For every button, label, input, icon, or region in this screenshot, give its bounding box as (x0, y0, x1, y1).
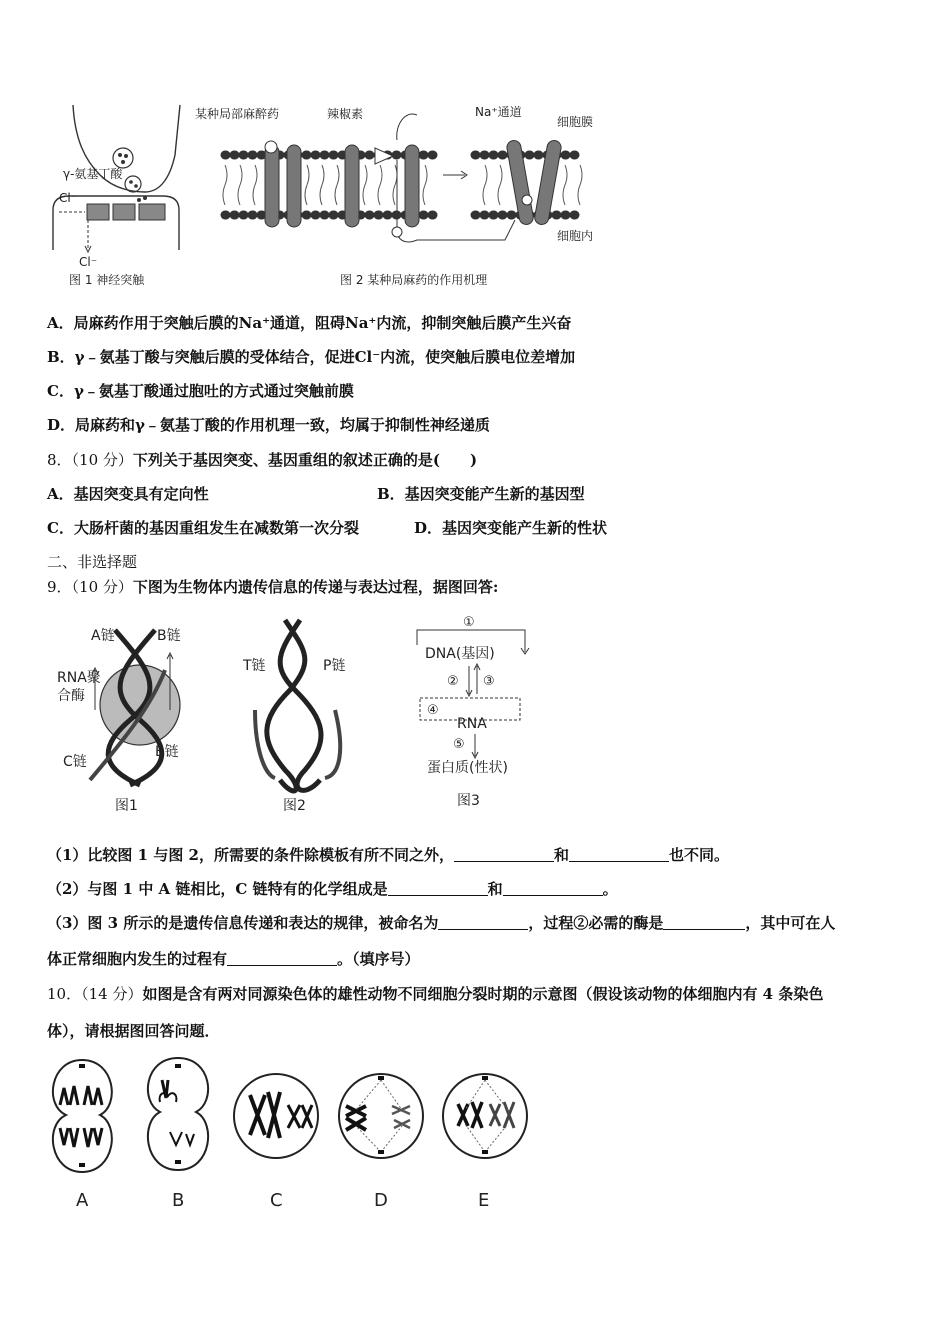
q9-fig1-caption: 图1 (115, 798, 138, 814)
q9-fig3-caption: 图3 (457, 793, 480, 809)
fig1-gaba-label: γ-氨基丁酸 (63, 167, 123, 181)
q9-fig1-a-chain: A链 (91, 628, 115, 644)
q9-sub3-text-b: ，过程②必需的酶是 (528, 914, 664, 932)
q9-sub3-text-c: ，其中可在人 (745, 914, 836, 932)
q8-option-c: C．大肠杆菌的基因重组发生在减数第一次分裂 (47, 519, 359, 537)
q9-sub3-blank-1[interactable] (438, 915, 528, 930)
q9-sub2-blank-2[interactable] (503, 881, 603, 896)
figure-transcription (55, 610, 545, 820)
cell-b (148, 1058, 208, 1211)
q8-stem-line (47, 449, 477, 470)
fig2-membrane-label: 细胞膜 (557, 115, 594, 129)
fig1-caption: 图 1 神经突触 (69, 273, 145, 287)
cell-label-e: E (478, 1190, 490, 1211)
q10-score: （14 分） (81, 985, 143, 1003)
q9-fig3-n1: ① (463, 615, 475, 630)
q9-sub1-blank-2[interactable] (569, 847, 669, 862)
section-title: 二、非选择题 (47, 553, 138, 571)
fig2-caption: 图 2 某种局麻药的作用机理 (340, 273, 488, 287)
q9-sub1-text-b: 和 (553, 846, 569, 864)
q9-fig3-rna: RNA (457, 716, 487, 732)
q9-sub1 (47, 844, 729, 865)
transcription-diagram (57, 628, 181, 814)
q10-stem-line1 (47, 983, 823, 1004)
synapse-diagram (53, 105, 180, 287)
q9-sub3-text-a: （3）图 3 所示的是遗传信息传递和表达的规律，被命名为 (47, 914, 439, 932)
q8-option-b: B．基因突变能产生新的基因型 (377, 485, 585, 503)
q9-fig1-rna-pol-2: 合酶 (57, 688, 85, 704)
q9-fig3-n5: ⑤ (453, 737, 465, 752)
q9-fig1-c-chain: C链 (63, 754, 87, 770)
fig2-anesthetic-label: 某种局部麻醉药 (195, 107, 280, 121)
q9-fig1-b-chain-top: B链 (157, 628, 181, 644)
q9-number: 9． (47, 578, 72, 596)
central-dogma-diagram (417, 615, 529, 809)
cell-label-b: B (172, 1190, 185, 1211)
q9-sub2-text-a: （2）与图 1 中 A 链相比，C 链特有的化学组成是 (47, 880, 388, 898)
q7-option-a: A．局麻药作用于突触后膜的Na⁺通道，阻碍Na⁺内流，抑制突触后膜产生兴奋 (47, 314, 572, 332)
q9-sub3-line2-text-a: 体正常细胞内发生的过程有 (47, 950, 228, 968)
q9-sub3 (47, 912, 835, 933)
q10-stem-1: 如图是含有两对同源染色体的雄性动物不同细胞分裂时期的示意图（假设该动物的体细胞内有 4 条染色 (142, 985, 824, 1003)
q9-sub3-line2 (47, 948, 420, 969)
q9-sub3-line2-text-b: 。（填序号） (337, 950, 420, 968)
q9-sub1-blank-1[interactable] (454, 847, 554, 862)
q8-option-a: A．基因突变具有定向性 (47, 485, 209, 503)
cell-label-c: C (270, 1190, 283, 1211)
q9-stem-line (47, 576, 498, 597)
q9-fig2-caption: 图2 (283, 798, 306, 814)
fig2-inside-label: 细胞内 (557, 229, 594, 243)
q7-option-d: D．局麻药和γ﹣氨基丁酸的作用机理一致，均属于抑制性神经递质 (47, 416, 490, 434)
cell-c (234, 1074, 318, 1211)
q9-sub2-text-c: 。 (602, 880, 618, 898)
q10-stem-line2: 体），请根据图回答问题． (47, 1022, 220, 1040)
q9-fig3-n2: ② (447, 674, 459, 689)
q9-fig3-n4: ④ (427, 703, 439, 718)
fig2-na-channel-label: Na⁺通道 (475, 105, 522, 119)
q9-stem: 下图为生物体内遗传信息的传递与表达过程，据图回答: (132, 578, 499, 596)
cell-e (443, 1074, 527, 1211)
q9-score: （10 分） (71, 578, 133, 596)
q9-sub2-text-b: 和 (487, 880, 503, 898)
q9-fig2-t-chain: T链 (243, 658, 266, 674)
dna-helix-diagram (242, 620, 345, 814)
q8-number: 8． (47, 451, 72, 469)
q8-stem: 下列关于基因突变、基因重组的叙述正确的是( ) (132, 451, 478, 469)
q9-sub2-blank-1[interactable] (388, 881, 488, 896)
q9-fig2-p-chain: P链 (323, 658, 346, 674)
q7-option-c: C．γ﹣氨基丁酸通过胞吐的方式通过突触前膜 (47, 382, 354, 400)
cell-label-d: D (374, 1190, 388, 1211)
figure-cell-division (40, 1050, 540, 1220)
q9-sub1-text-c: 也不同。 (669, 846, 730, 864)
fig1-cl-top-label: Cl⁻ (59, 191, 78, 205)
cell-d (339, 1074, 423, 1211)
q8-score: （10 分） (71, 451, 133, 469)
cell-label-a: A (76, 1190, 89, 1211)
q9-sub3-blank-3[interactable] (227, 951, 337, 966)
membrane-diagram (195, 105, 593, 287)
q8-option-d: D．基因突变能产生新的性状 (414, 519, 608, 537)
q9-fig1-b-chain-bottom: B链 (155, 744, 179, 760)
q9-fig3-dna: DNA(基因) (425, 646, 495, 662)
q9-sub3-blank-2[interactable] (663, 915, 745, 930)
q10-number: 10． (47, 985, 82, 1003)
fig2-capsaicin-label: 辣椒素 (327, 107, 364, 121)
figure-synapse-anesthetic (45, 100, 605, 295)
q9-sub2 (47, 878, 618, 899)
q9-fig1-rna-pol-1: RNA聚 (57, 670, 101, 686)
fig1-cl-bottom-label: Cl⁻ (79, 255, 98, 269)
cell-a (53, 1060, 112, 1211)
q7-option-b: B．γ﹣氨基丁酸与突触后膜的受体结合，促进Cl⁻内流，使突触后膜电位差增加 (47, 348, 576, 366)
q9-fig3-n3: ③ (483, 674, 495, 689)
q9-sub1-text-a: （1）比较图 1 与图 2，所需要的条件除模板有所不同之外， (47, 846, 454, 864)
q9-fig3-protein: 蛋白质(性状) (427, 760, 508, 776)
